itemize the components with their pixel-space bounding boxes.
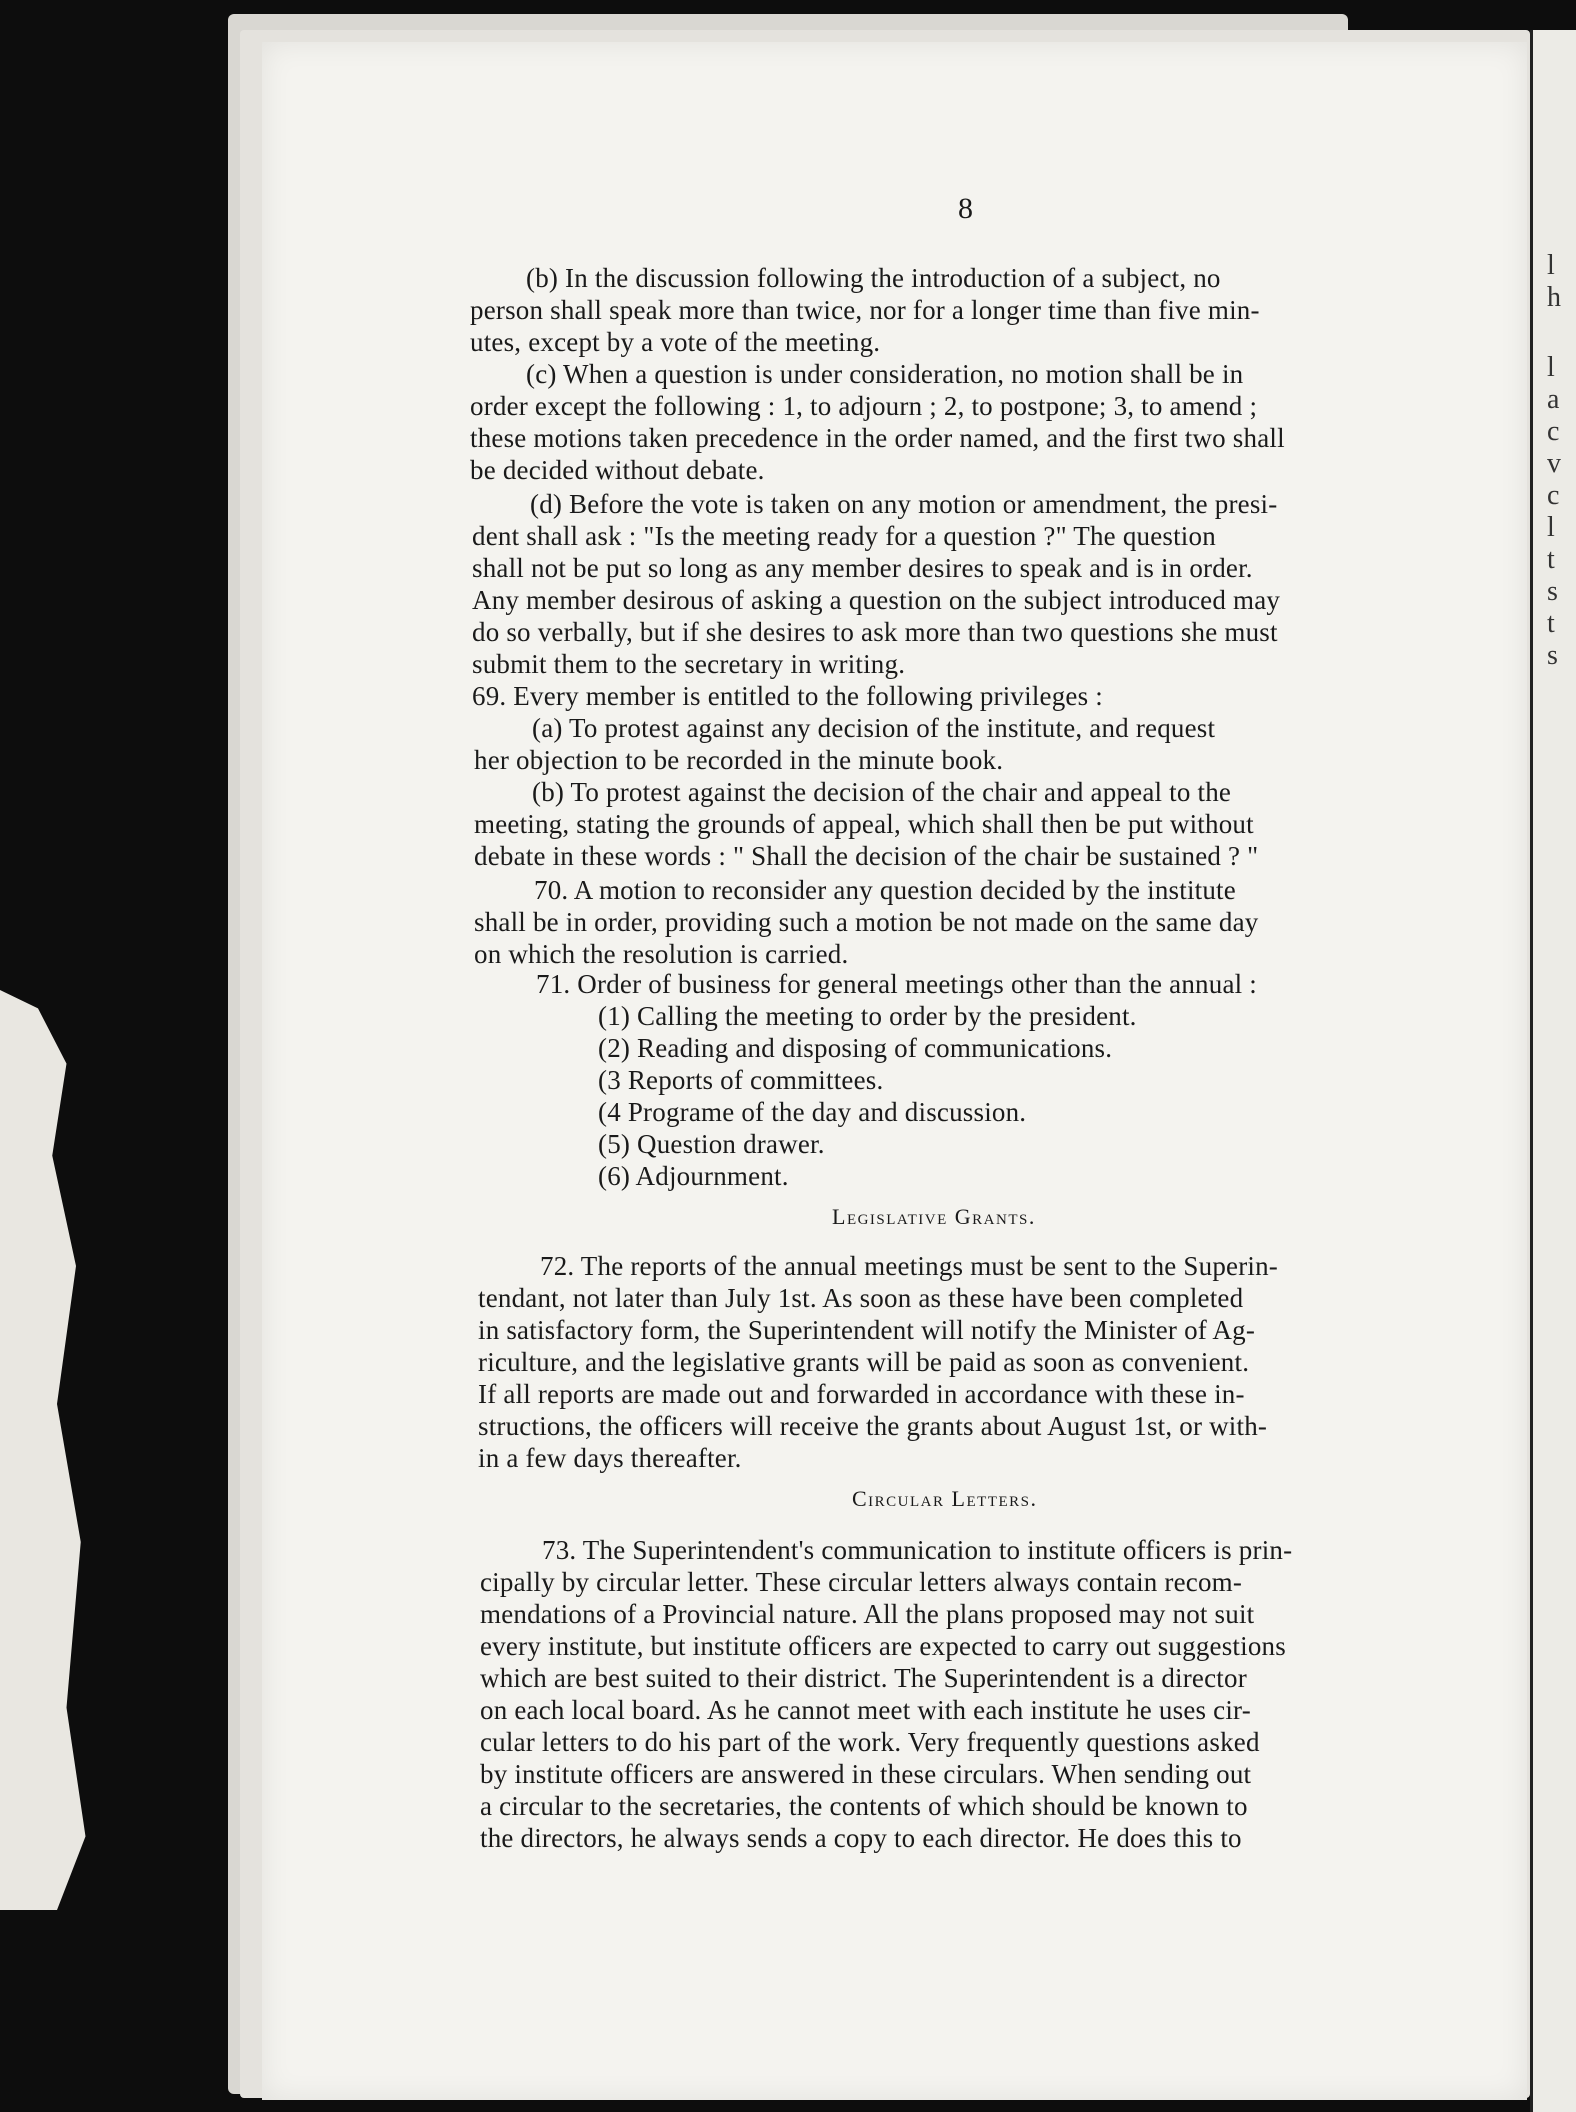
text-line: submit them to the secretary in writing. <box>472 649 906 679</box>
text-line: person shall speak more than twice, nor for a longer time than five min- <box>470 295 1260 325</box>
text-line: shall be in order, providing such a motion be not made on the same day <box>474 907 1259 937</box>
text-line: 70. A motion to reconsider any question decided by the institute <box>534 875 1236 905</box>
section-heading-legislative-grants: Legislative Grants. <box>832 1204 1036 1229</box>
text-line: Any member desirous of asking a question on the subject introduced may <box>472 585 1281 615</box>
text-line: (b) To protest against the decision of the chair and appeal to the <box>532 777 1232 807</box>
list-item: (1) Calling the meeting to order by the president. <box>598 1001 1137 1031</box>
text-line: cipally by circular letter. These circular letters always contain recom- <box>480 1567 1243 1597</box>
text-line: 72. The reports of the annual meetings must be sent to the Superin- <box>540 1251 1278 1281</box>
page-number: 8 <box>958 192 973 225</box>
facing-page-fragment: c <box>1547 416 1560 447</box>
facing-page-fragment: c <box>1547 480 1560 511</box>
facing-page-fragment: h <box>1547 282 1561 313</box>
facing-page-fragment: s <box>1547 576 1558 607</box>
text-line: in a few days thereafter. <box>478 1443 742 1473</box>
text-line: 73. The Superintendent's communication to institute officers is prin- <box>542 1535 1293 1565</box>
facing-page-edge <box>1530 30 1576 2112</box>
text-line: cular letters to do his part of the work. Very frequently questions asked <box>480 1727 1260 1757</box>
text-line: which are best suited to their district. The Superintendent is a director <box>480 1663 1247 1693</box>
text-line: her objection to be recorded in the minute book. <box>474 745 1004 775</box>
text-line: utes, except by a vote of the meeting. <box>470 327 881 357</box>
text-line: tendant, not later than July 1st. As soon as these have been completed <box>478 1283 1244 1313</box>
text-line: structions, the officers will receive the grants about August 1st, or with- <box>478 1411 1268 1441</box>
facing-page-fragment: s <box>1547 640 1558 671</box>
facing-page-fragment: l <box>1547 512 1555 543</box>
text-line: (a) To protest against any decision of the institute, and request <box>532 713 1216 743</box>
text-line: riculture, and the legislative grants will be paid as soon as convenient. <box>478 1347 1250 1377</box>
section-heading-circular-letters: Circular Letters. <box>852 1486 1038 1511</box>
facing-page-fragment: a <box>1547 384 1560 415</box>
text-line: do so verbally, but if she desires to ask more than two questions she must <box>472 617 1278 647</box>
text-line: mendations of a Provincial nature. All the plans proposed may not suit <box>480 1599 1255 1629</box>
list-item: (2) Reading and disposing of communications. <box>598 1033 1113 1063</box>
text-line: 71. Order of business for general meetings other than the annual : <box>536 969 1257 999</box>
facing-page-fragment: t <box>1547 608 1555 639</box>
text-line: a circular to the secretaries, the contents of which should be known to <box>480 1791 1248 1821</box>
text-line: every institute, but institute officers are expected to carry out suggestions <box>480 1631 1286 1661</box>
text-line: by institute officers are answered in these circulars. When sending out <box>480 1759 1252 1789</box>
text-line: meeting, stating the grounds of appeal, which shall then be put without <box>474 809 1254 839</box>
facing-page-fragment: t <box>1547 544 1555 575</box>
list-item: (3 Reports of committees. <box>598 1065 884 1095</box>
list-item: (5) Question drawer. <box>598 1129 825 1159</box>
facing-page-fragment: l <box>1547 352 1555 383</box>
text-line: shall not be put so long as any member desires to speak and is in order. <box>472 553 1253 583</box>
text-line: (d) Before the vote is taken on any motion or amendment, the presi- <box>530 489 1278 519</box>
text-line: on which the resolution is carried. <box>474 939 849 969</box>
list-item: (4 Programe of the day and discussion. <box>598 1097 1027 1127</box>
text-line: the directors, he always sends a copy to each director. He does this to <box>480 1823 1242 1853</box>
text-line: If all reports are made out and forwarded in accordance with these in- <box>478 1379 1245 1409</box>
facing-page-fragment: l <box>1547 250 1555 281</box>
text-line: dent shall ask : "Is the meeting ready for a question ?" The question <box>472 521 1216 551</box>
text-line: 69. Every member is entitled to the following privileges : <box>472 681 1103 711</box>
text-line: in satisfactory form, the Superintendent will notify the Minister of Ag- <box>478 1315 1256 1345</box>
text-line: (c) When a question is under consideration, no motion shall be in <box>526 359 1244 389</box>
text-line: on each local board. As he cannot meet with each institute he uses cir- <box>480 1695 1251 1725</box>
text-line: be decided without debate. <box>470 455 765 485</box>
text-line: debate in these words : " Shall the decision of the chair be sustained ? " <box>474 841 1259 871</box>
list-item: (6) Adjournment. <box>598 1161 789 1191</box>
text-line: (b) In the discussion following the introduction of a subject, no <box>526 263 1221 293</box>
text-line: these motions taken precedence in the order named, and the first two shall <box>470 423 1285 453</box>
text-line: order except the following : 1, to adjourn ; 2, to postpone; 3, to amend ; <box>470 391 1258 421</box>
facing-page-fragment: v <box>1547 448 1561 479</box>
